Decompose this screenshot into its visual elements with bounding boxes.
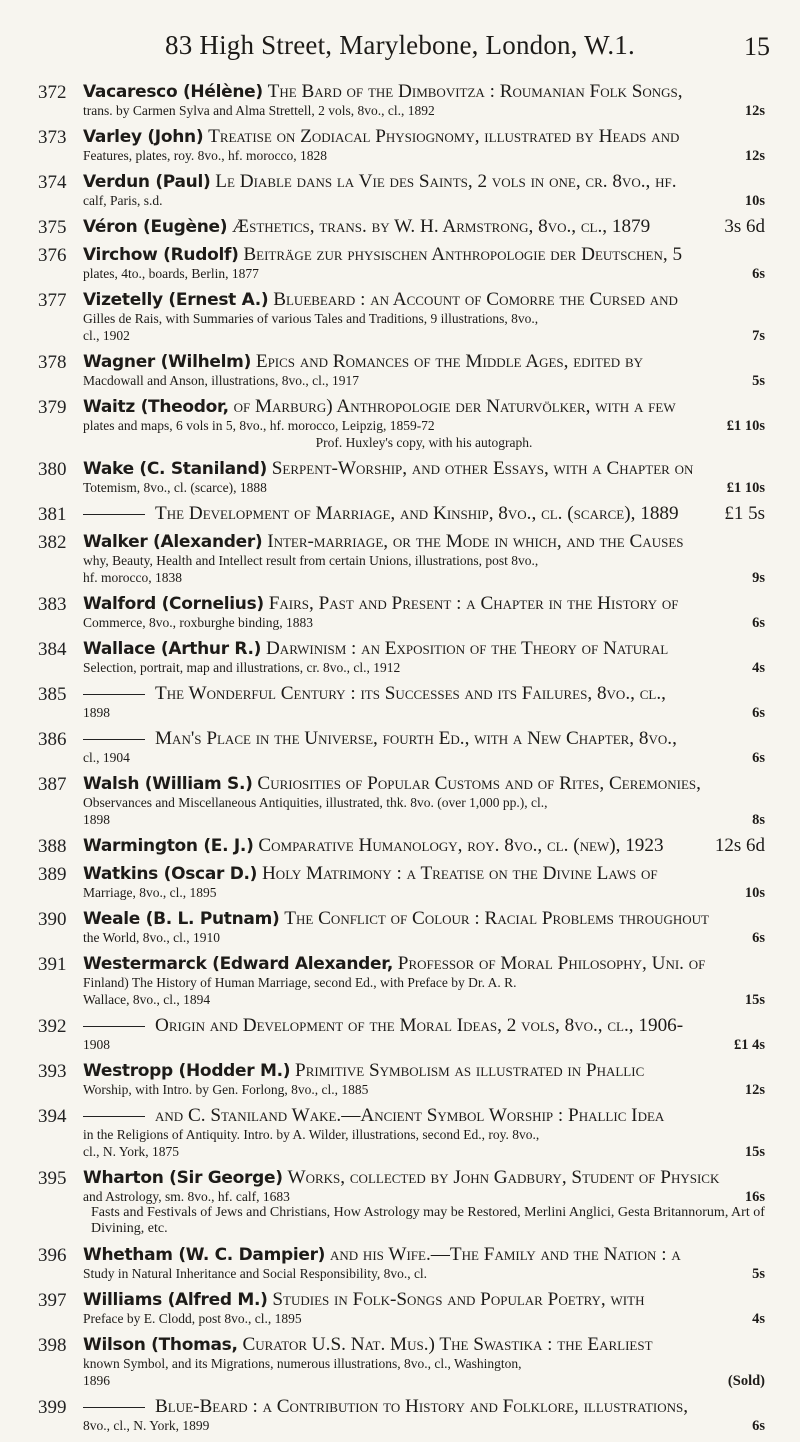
entry-details xyxy=(83,480,765,496)
entry-price: 15s xyxy=(744,992,765,1008)
entry-price: 4s xyxy=(752,660,765,676)
entry-title: Bluebeard : an Account of Comorre the Cursed and xyxy=(273,289,678,310)
entry-number: 373 xyxy=(38,127,67,148)
entry-title: The Development of Marriage, and Kinship, 8vo., cl. (scarce), 1889 xyxy=(155,503,679,524)
entry-detail-line: why, Beauty, Health and Intellect result from certain Unions, illustrations, post 8vo., xyxy=(83,553,539,568)
entry-title-line xyxy=(83,459,765,479)
catalogue-entry xyxy=(0,1016,800,1053)
entry-price: 6s xyxy=(752,930,765,946)
entry-title-line xyxy=(83,864,765,884)
catalogue-entry xyxy=(0,352,800,389)
entry-price: 6s xyxy=(752,705,765,721)
entry-title-line xyxy=(83,127,765,147)
entry-detail-line: in the Religions of Antiquity. Intro. by A. Wilder, illustrations, second Ed., roy. 8vo., xyxy=(83,1127,540,1142)
entry-detail-line: calf, Paris, s.d. xyxy=(83,193,163,208)
entry-title: Primitive Symbolism as illustrated in Phallic xyxy=(295,1060,645,1081)
entry-author: Vizetelly (Ernest A.) xyxy=(83,290,269,310)
entry-details xyxy=(83,148,765,164)
entry-detail-line: 1896 xyxy=(83,1373,110,1388)
entry-detail-line: trans. by Carmen Sylva and Alma Strettell, 2 vols, 8vo., cl., 1892 xyxy=(83,103,435,118)
entry-details-cont xyxy=(83,750,765,766)
entry-details-cont xyxy=(83,812,765,828)
entry-price: 5s xyxy=(752,1266,765,1282)
catalogue-entry xyxy=(0,459,800,496)
entry-title: Curiosities of Popular Customs and of Rites, Ceremonies, xyxy=(257,773,701,794)
entry-number: 398 xyxy=(38,1335,67,1356)
entry-title-line xyxy=(83,1106,765,1126)
catalogue-entry xyxy=(0,1061,800,1098)
entry-details xyxy=(83,553,765,569)
entry-title-line xyxy=(83,82,765,102)
entry-author: Wallace (Arthur R.) xyxy=(83,639,262,659)
catalogue-entry xyxy=(0,639,800,676)
entry-title: and C. Staniland Wake.—Ancient Symbol Worship : Phallic Idea xyxy=(155,1105,665,1126)
entry-author: Wake (C. Staniland) xyxy=(83,459,267,479)
entry-price: 4s xyxy=(752,1311,765,1327)
entry-price: 12s xyxy=(744,103,765,119)
entry-author: Walker (Alexander) xyxy=(83,532,263,552)
catalogue-entry xyxy=(0,909,800,946)
entry-number: 383 xyxy=(38,594,67,615)
catalogue-entry xyxy=(0,1397,800,1434)
catalogue-entry xyxy=(0,504,800,524)
entry-price: 6s xyxy=(752,1418,765,1434)
page-title: 83 High Street, Marylebone, London, W.1. xyxy=(165,30,635,60)
entry-title: The Bard of the Dimbovitza : Roumanian Folk Songs, xyxy=(267,81,683,102)
catalogue-entry xyxy=(0,954,800,1008)
entry-price: 7s xyxy=(752,328,765,344)
entry-price: £1 4s xyxy=(733,1037,765,1053)
catalogue-entry xyxy=(0,217,800,237)
catalogue-entry xyxy=(0,774,800,828)
entry-title: Professor of Moral Philosophy, Uni. of xyxy=(397,953,706,974)
entry-number: 393 xyxy=(38,1061,67,1082)
entry-detail-line: cl., 1904 xyxy=(83,750,130,765)
entry-detail-line: Features, plates, roy. 8vo., hf. morocco, 1828 xyxy=(83,148,327,163)
entry-price: 10s xyxy=(744,193,765,209)
entry-number: 385 xyxy=(38,684,67,705)
entry-title: Æsthetics, trans. by W. H. Armstrong, 8vo., cl., 1879 xyxy=(232,216,651,237)
ditto-dash xyxy=(83,739,145,740)
entry-details-cont xyxy=(83,1037,765,1053)
entry-title-line xyxy=(83,172,765,192)
entry-details xyxy=(83,1127,765,1143)
catalogue-entry xyxy=(0,1290,800,1327)
entry-detail-line: Study in Natural Inheritance and Social Responsibility, 8vo., cl. xyxy=(83,1266,428,1281)
catalogue-entry xyxy=(0,1106,800,1160)
entry-details xyxy=(83,373,765,389)
entry-title: Beiträge zur physischen Anthropologie der Deutschen, 5 xyxy=(243,244,683,265)
entry-number: 387 xyxy=(38,774,67,795)
entry-title: The Conflict of Colour : Racial Problems throughout xyxy=(284,908,709,929)
entry-number: 396 xyxy=(38,1245,67,1266)
catalogue-entry xyxy=(0,864,800,901)
entry-price: 16s xyxy=(744,1189,765,1205)
entry-detail-line: Preface by E. Clodd, post 8vo., cl., 1895 xyxy=(83,1311,302,1326)
entry-price: 3s 6d xyxy=(724,216,765,237)
entry-price: 5s xyxy=(752,373,765,389)
entry-number: 376 xyxy=(38,245,67,266)
entry-detail-line: Gilles de Rais, with Summaries of various Tales and Traditions, 9 illustrations, 8vo., xyxy=(83,311,539,326)
entry-title-line xyxy=(83,532,765,552)
entry-number: 397 xyxy=(38,1290,67,1311)
entry-title: Treatise on Zodiacal Physiognomy, illustrated by Heads and xyxy=(208,126,680,147)
entry-title-line xyxy=(83,245,765,265)
entry-number: 374 xyxy=(38,172,67,193)
entry-price: 15s xyxy=(744,1144,765,1160)
entry-details xyxy=(83,193,765,209)
entry-author: Warmington (E. J.) xyxy=(83,836,254,856)
entry-details xyxy=(83,266,765,282)
entry-detail-line: 1898 xyxy=(83,705,110,720)
entry-author: Walford (Cornelius) xyxy=(83,594,264,614)
entry-title-line xyxy=(83,594,765,614)
entry-author: Verdun (Paul) xyxy=(83,172,211,192)
entry-detail-line: Worship, with Intro. by Gen. Forlong, 8vo., cl., 1885 xyxy=(83,1082,369,1097)
entry-title-line xyxy=(83,1290,765,1310)
catalogue-entry xyxy=(0,1168,800,1237)
entry-number: 378 xyxy=(38,352,67,373)
entry-author: Williams (Alfred M.) xyxy=(83,1290,268,1310)
page-number: 15 xyxy=(744,32,770,61)
entry-details-cont xyxy=(83,570,765,586)
ditto-dash xyxy=(83,1407,145,1408)
entry-title-line xyxy=(83,504,765,524)
entry-detail-line: Observances and Miscellaneous Antiquities, illustrated, thk. 8vo. (over 1,000 pp.), cl., xyxy=(83,795,548,810)
entry-author: Véron (Eugène) xyxy=(83,217,228,237)
entry-detail-line: cl., 1902 xyxy=(83,328,130,343)
entry-detail-line: Selection, portrait, map and illustrations, cr. 8vo., cl., 1912 xyxy=(83,660,401,675)
catalogue-entry xyxy=(0,172,800,209)
entry-title: Le Diable dans la Vie des Saints, 2 vols in one, cr. 8vo., hf. xyxy=(215,171,677,192)
catalogue-entry xyxy=(0,836,800,856)
entry-price: (Sold) xyxy=(727,1373,765,1389)
entry-details xyxy=(83,615,765,631)
entry-details xyxy=(83,311,765,327)
entry-number: 382 xyxy=(38,532,67,553)
catalogue-entry xyxy=(0,1335,800,1389)
entry-details-cont xyxy=(83,705,765,721)
entry-title: Comparative Humanology, roy. 8vo., cl. (new), 1923 xyxy=(258,835,664,856)
entry-details xyxy=(83,885,765,901)
entry-title-line xyxy=(83,639,765,659)
entry-title-line xyxy=(83,1335,765,1355)
entry-price: 6s xyxy=(752,266,765,282)
entry-detail-line: the World, 8vo., cl., 1910 xyxy=(83,930,221,945)
entry-title-line xyxy=(83,352,765,372)
entry-number: 390 xyxy=(38,909,67,930)
entry-price: 10s xyxy=(744,885,765,901)
entry-detail-line: and Astrology, sm. 8vo., hf. calf, 1683 xyxy=(83,1189,290,1204)
entry-price: 12s 6d xyxy=(714,835,765,856)
entry-details xyxy=(83,103,765,119)
entry-title: Holy Matrimony : a Treatise on the Divine Laws of xyxy=(261,863,658,884)
entry-number: 377 xyxy=(38,290,67,311)
entry-title-line xyxy=(83,729,765,749)
entry-title-line xyxy=(83,290,765,310)
entry-author: Waitz (Theodor, xyxy=(83,397,229,417)
entry-title-line xyxy=(83,217,765,237)
entry-author: Varley (John) xyxy=(83,127,204,147)
entry-author: Vacaresco (Hélène) xyxy=(83,82,263,102)
entry-title-line xyxy=(83,1168,765,1188)
entry-title: Fairs, Past and Present : a Chapter in the History of xyxy=(268,593,679,614)
entry-price: 9s xyxy=(752,570,765,586)
entry-details xyxy=(83,1311,765,1327)
entry-price: £1 5s xyxy=(724,503,765,524)
entry-number: 384 xyxy=(38,639,67,660)
entry-details-cont xyxy=(83,992,765,1008)
entry-title-line xyxy=(83,954,765,974)
catalogue-entry xyxy=(0,729,800,766)
entry-price: £1 10s xyxy=(726,418,765,434)
entry-title-line xyxy=(83,684,765,704)
entry-title: and his Wife.—The Family and the Nation : a xyxy=(329,1244,681,1265)
entry-title: Origin and Development of the Moral Ideas, 2 vols, 8vo., cl., 1906- xyxy=(155,1015,684,1036)
catalogue-entry xyxy=(0,684,800,721)
entry-number: 391 xyxy=(38,954,67,975)
entry-price: £1 10s xyxy=(726,480,765,496)
entry-title: Epics and Romances of the Middle Ages, edited by xyxy=(255,351,644,372)
entry-number: 379 xyxy=(38,397,67,418)
entry-author: Westermarck (Edward Alexander, xyxy=(83,954,393,974)
entry-title-line xyxy=(83,909,765,929)
entry-detail-line: 8vo., cl., N. York, 1899 xyxy=(83,1418,210,1433)
entry-detail-line: known Symbol, and its Migrations, numerous illustrations, 8vo., cl., Washington, xyxy=(83,1356,522,1371)
entry-author: Whetham (W. C. Dampier) xyxy=(83,1245,326,1265)
entry-author: Weale (B. L. Putnam) xyxy=(83,909,280,929)
entry-details xyxy=(83,1082,765,1098)
entry-title-line xyxy=(83,774,765,794)
entry-author: Wharton (Sir George) xyxy=(83,1168,283,1188)
catalogue-entry xyxy=(0,532,800,586)
entry-details-cont xyxy=(83,328,765,344)
entry-details-cont xyxy=(83,1373,765,1389)
entry-title: Man's Place in the Universe, fourth Ed., with a New Chapter, 8vo., xyxy=(155,728,677,749)
catalogue-entry xyxy=(0,594,800,631)
catalogue-entry xyxy=(0,397,800,451)
entry-author: Wagner (Wilhelm) xyxy=(83,352,252,372)
ditto-dash xyxy=(83,694,145,695)
entry-title: Inter-marriage, or the Mode in which, and the Causes xyxy=(267,531,684,552)
catalogue-entry xyxy=(0,82,800,119)
entry-number: 386 xyxy=(38,729,67,750)
entry-details xyxy=(83,975,765,991)
entry-detail-line: 1898 xyxy=(83,812,110,827)
entry-title-line xyxy=(83,1245,765,1265)
entry-number: 380 xyxy=(38,459,67,480)
entry-note: Prof. Huxley's copy, with his autograph. xyxy=(315,435,533,450)
entry-detail-line: Macdowall and Anson, illustrations, 8vo., cl., 1917 xyxy=(83,373,359,388)
entry-title-line xyxy=(83,1397,765,1417)
entry-details xyxy=(83,1266,765,1282)
entry-number: 381 xyxy=(38,504,67,525)
entry-detail-line: plates and maps, 6 vols in 5, 8vo., hf. morocco, Leipzig, 1859-72 xyxy=(83,418,435,433)
entry-number: 388 xyxy=(38,836,67,857)
entry-detail-line: Marriage, 8vo., cl., 1895 xyxy=(83,885,217,900)
entry-details xyxy=(83,660,765,676)
entry-author: Walsh (William S.) xyxy=(83,774,253,794)
entry-title: Blue-Beard : a Contribution to History and Folklore, illustrations, xyxy=(155,1396,689,1417)
entry-details xyxy=(83,930,765,946)
entry-title: Curator U.S. Nat. Mus.) The Swastika : the Earliest xyxy=(242,1334,653,1355)
entry-author: Westropp (Hodder M.) xyxy=(83,1061,291,1081)
entry-detail-line: hf. morocco, 1838 xyxy=(83,570,182,585)
entry-details xyxy=(83,418,765,434)
entry-price: 8s xyxy=(752,812,765,828)
entry-number: 394 xyxy=(38,1106,67,1127)
catalogue-entry xyxy=(0,127,800,164)
entry-details xyxy=(83,1189,765,1205)
ditto-dash xyxy=(83,1026,145,1027)
entry-price: 12s xyxy=(744,148,765,164)
entry-price: 6s xyxy=(752,615,765,631)
entry-number: 375 xyxy=(38,217,67,238)
entry-details-cont xyxy=(83,1144,765,1160)
entry-details xyxy=(83,1418,765,1434)
catalogue-entry xyxy=(0,290,800,344)
ditto-dash xyxy=(83,1116,145,1117)
catalogue-entry xyxy=(0,1245,800,1282)
entry-detail-line: plates, 4to., boards, Berlin, 1877 xyxy=(83,266,259,281)
entry-title: The Wonderful Century : its Successes and its Failures, 8vo., cl., xyxy=(155,683,666,704)
entry-title: Studies in Folk-Songs and Popular Poetry, with xyxy=(272,1289,645,1310)
catalogue-entries xyxy=(0,82,800,1442)
entry-number: 399 xyxy=(38,1397,67,1418)
entry-detail-line: 1908 xyxy=(83,1037,110,1052)
entry-author: Wilson (Thomas, xyxy=(83,1335,238,1355)
entry-price: 12s xyxy=(744,1082,765,1098)
entry-detail-line: Totemism, 8vo., cl. (scarce), 1888 xyxy=(83,480,267,495)
catalogue-entry xyxy=(0,245,800,282)
entry-number: 372 xyxy=(38,82,67,103)
entry-title-line xyxy=(83,1016,765,1036)
entry-detail-line: Wallace, 8vo., cl., 1894 xyxy=(83,992,211,1007)
entry-author: Watkins (Oscar D.) xyxy=(83,864,258,884)
entry-author: Virchow (Rudolf) xyxy=(83,245,239,265)
entry-contents: Fasts and Festivals of Jews and Christians, How Astrology may be Restored, Merlini Anglici, Gesta Britannorum, Art of Divining, etc. xyxy=(91,1205,765,1236)
entry-number: 389 xyxy=(38,864,67,885)
entry-details xyxy=(83,1356,765,1372)
entry-title-line xyxy=(83,1061,765,1081)
entry-title: Darwinism : an Exposition of the Theory of Natural xyxy=(265,638,669,659)
entry-detail-line: Finland) The History of Human Marriage, second Ed., with Preface by Dr. A. R. xyxy=(83,975,517,990)
entry-details xyxy=(83,795,765,811)
entry-detail-line: cl., N. York, 1875 xyxy=(83,1144,180,1159)
entry-title: Works, collected by John Gadbury, Student of Physick xyxy=(287,1167,720,1188)
entry-title-line xyxy=(83,836,765,856)
entry-price: 6s xyxy=(752,750,765,766)
entry-number: 392 xyxy=(38,1016,67,1037)
entry-detail-line: Commerce, 8vo., roxburghe binding, 1883 xyxy=(83,615,313,630)
entry-title: of Marburg) Anthropologie der Naturvölker, with a few xyxy=(233,396,676,417)
entry-title-line xyxy=(83,397,765,417)
ditto-dash xyxy=(83,514,145,515)
page-header xyxy=(0,30,800,70)
entry-number: 395 xyxy=(38,1168,67,1189)
entry-title: Serpent-Worship, and other Essays, with a Chapter on xyxy=(271,458,694,479)
